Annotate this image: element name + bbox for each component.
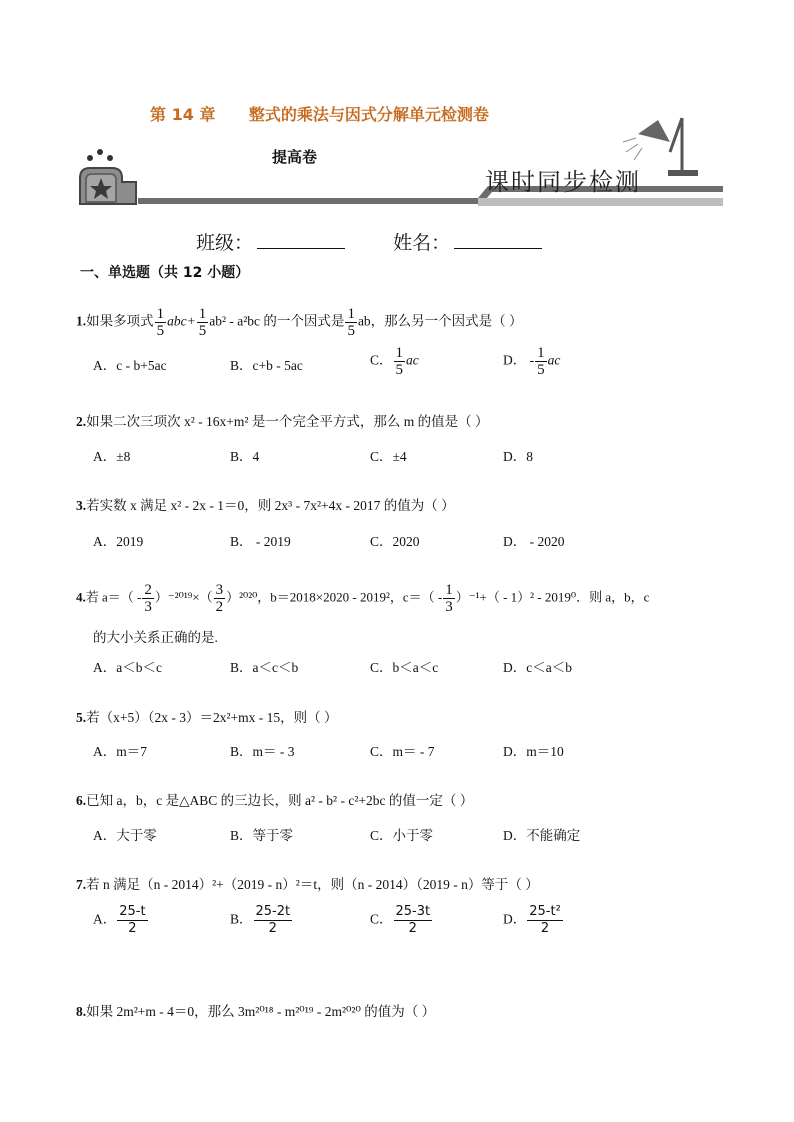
option-b[interactable]: B．等于零 bbox=[230, 828, 294, 843]
option-a[interactable]: A． $\frac{25-t}{2}$ bbox=[93, 904, 146, 936]
class-blank[interactable] bbox=[257, 230, 345, 249]
option-d[interactable]: D． - 2020 bbox=[503, 534, 565, 549]
option-b[interactable]: B．c+b - 5ac bbox=[230, 358, 303, 373]
option-d[interactable]: D．m＝10 bbox=[503, 744, 564, 759]
option-a[interactable]: A．c - b+5ac bbox=[93, 358, 167, 373]
option-d[interactable]: D． $\frac{\text{25-t²}}{2}$ bbox=[503, 904, 561, 936]
option-b[interactable]: B．a＜c＜b bbox=[230, 660, 299, 675]
class-field[interactable] bbox=[196, 228, 345, 255]
option-c[interactable]: C．b＜a＜c bbox=[370, 660, 439, 675]
option-d[interactable]: D． - $\frac{1}{5}$ ac bbox=[503, 345, 561, 378]
question-5: 5.若（x+5）（2x - 3）＝2x²+mx - 15，则（ ） bbox=[76, 710, 338, 725]
option-c[interactable]: C．2020 bbox=[370, 534, 420, 549]
option-d[interactable]: D．不能确定 bbox=[503, 828, 581, 843]
name-blank[interactable] bbox=[454, 230, 542, 249]
option-a[interactable]: A．±8 bbox=[93, 449, 131, 464]
class-label: 班级： bbox=[196, 232, 254, 254]
fraction: $\frac{1}{5}$ bbox=[156, 306, 165, 339]
question-2: 2.如果二次三项次 x² - 16x+m² 是一个完全平方式，那么 m 的值是（ ） bbox=[76, 414, 489, 429]
student-info-fields bbox=[196, 228, 542, 255]
option-b[interactable]: B．m＝ - 3 bbox=[230, 744, 295, 759]
name-field[interactable] bbox=[393, 228, 542, 255]
option-d[interactable]: D．c＜a＜b bbox=[503, 660, 572, 675]
question-3: 3.若实数 x 满足 x² - 2x - 1＝0，则 2x³ - 7x²+4x - 2017 的值为（ ） bbox=[76, 498, 455, 513]
star-badge-icon bbox=[80, 149, 136, 204]
question-6: 6.已知 a，b，c 是△ABC 的三边长，则 a² - b² - c²+2bc 的值一定（ ） bbox=[76, 793, 474, 808]
option-c[interactable]: C．小于零 bbox=[370, 828, 434, 843]
option-a[interactable]: A．2019 bbox=[93, 534, 144, 549]
question-7: 7.若 n 满足（n - 2014）²+（2019 - n）²＝t，则（n - 2014）（2019 - n）等于（ ） bbox=[76, 877, 539, 892]
question-4-line2: 的大小关系正确的是. bbox=[93, 630, 218, 645]
option-b[interactable]: B． - 2019 bbox=[230, 534, 291, 549]
option-a[interactable]: A．a＜b＜c bbox=[93, 660, 162, 675]
name-label: 姓名： bbox=[393, 232, 451, 254]
option-a[interactable]: A．大于零 bbox=[93, 828, 157, 843]
option-d[interactable]: D．8 bbox=[503, 449, 533, 464]
option-b[interactable]: B．4 bbox=[230, 449, 260, 464]
option-a[interactable]: A．m＝7 bbox=[93, 744, 147, 759]
question-1: 1.如果多项式 $\frac{1}{5}$ abc+ $\frac{1}{5}$ ab² - a²bc 的一个因式是 $\frac{1}{5}$ ab，那么另一个因式是（ ） bbox=[76, 306, 523, 339]
option-c[interactable]: C． $\frac{25-3t}{2}$ bbox=[370, 904, 431, 936]
question-4: 4.若 a＝（ - $\frac{2}{3}$ ）⁻²⁰¹⁹×（ $\frac{3}{2}$ ）²⁰²⁰，b＝2018×2020 - 2019²，c＝（ - $\frac{1}{3}$ ）⁻¹+（ - 1）² - 2019⁰．则 a，b，c bbox=[76, 582, 650, 615]
banner-text: 课时同步检测 bbox=[485, 168, 641, 196]
option-c[interactable]: C．m＝ - 7 bbox=[370, 744, 435, 759]
fraction: $\frac{1}{5}$ bbox=[347, 306, 355, 339]
option-c[interactable]: C． $\frac{1}{5}$ ac bbox=[370, 345, 419, 378]
subtitle: 提高卷 bbox=[272, 148, 318, 166]
section-title: 一、单选题（共 12 小题） bbox=[80, 265, 250, 281]
option-c[interactable]: C．±4 bbox=[370, 449, 407, 464]
fraction: $\frac{1}{5}$ bbox=[198, 306, 207, 339]
option-b[interactable]: B． $\frac{25-2t}{2}$ bbox=[230, 904, 291, 936]
question-8: 8.如果 2m²+m - 4＝0，那么 3m²⁰¹⁸ - m²⁰¹⁹ - 2m²⁰²⁰ 的值为（ ） bbox=[76, 1004, 436, 1019]
chapter-title: 第 14 章 整式的乘法与因式分解单元检测卷 bbox=[150, 105, 489, 124]
